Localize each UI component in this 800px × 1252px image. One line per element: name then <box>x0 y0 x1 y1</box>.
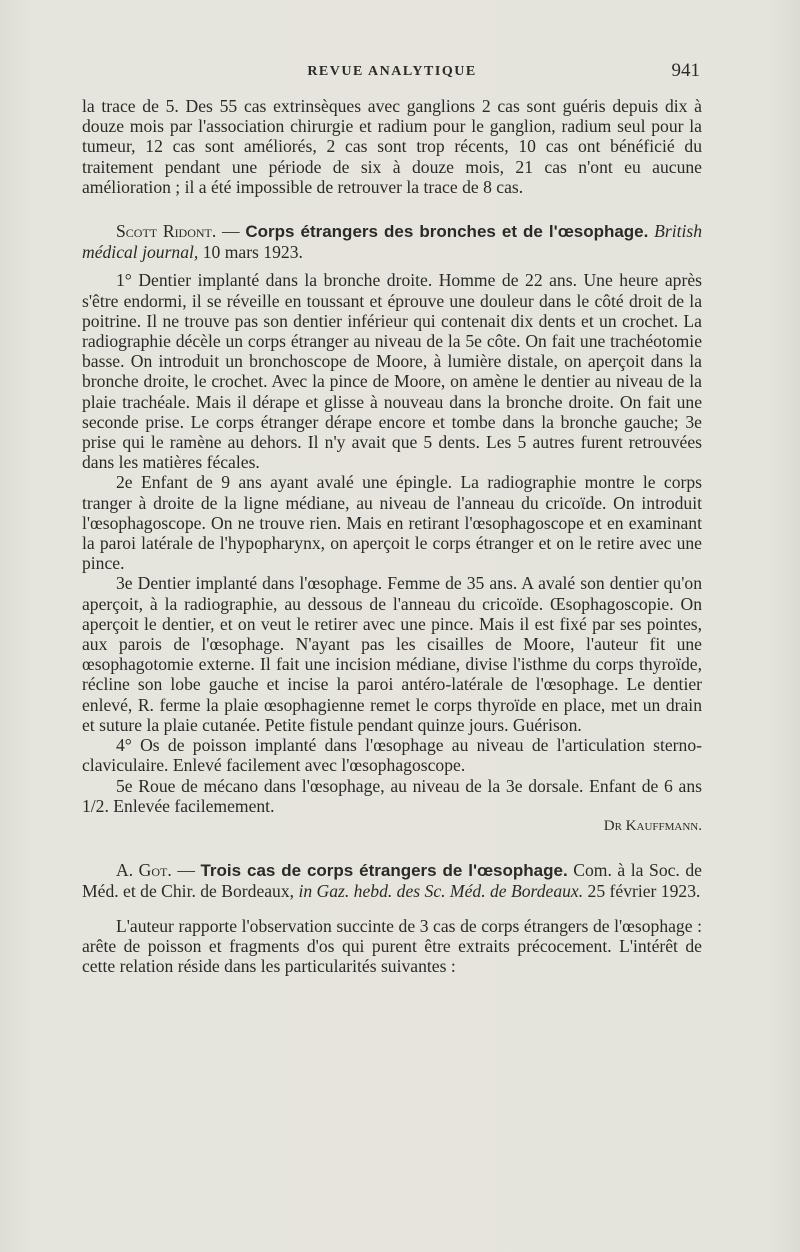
article-title: Corps étrangers des bronches et de l'œsophage. <box>245 222 649 242</box>
case-paragraph-1: 1° Dentier implanté dans la bronche droite. Homme de 22 ans. Une heure après s'être endormi, il se réveille en toussant et éprouve une douleur dans le côté droit de la poitrine. Il ne trouve pas son dentier inférieur qui contenait dix dents et un crochet. La radiographie décèle un corps étranger au niveau de la 5e côte. On fait une trachéotomie basse. On introduit un bronchoscope de Moore, à lumière distale, on aperçoit dans la bronche droite, le crochet. Avec la pince de Moore, on amène le dentier au niveau de la plaie trachéale. Mais il dérape et glisse à nouveau dans la bronche droite. On fait une seconde prise. Le corps étranger dérape encore et tombe dans la bronche gauche; 3e prise qui le ramène au dehors. Il n'y avait que 5 dents. Les 5 autres furent retrouvées dans les matières fécales. <box>82 270 702 473</box>
case-paragraph-5: 5e Roue de mécano dans l'œsophage, au niveau de la 3e dorsale. Enfant de 6 ans 1/2. Enlevée facilemement. <box>82 775 702 816</box>
heading-dash: — <box>216 221 246 242</box>
article-date: 25 février 1923. <box>583 881 701 902</box>
article-author: Scott Ridont. <box>116 221 217 242</box>
article-author: A. Got. <box>116 860 172 881</box>
article-title: Trois cas de corps étrangers de l'œsophage. <box>200 861 568 881</box>
page-number: 941 <box>671 60 700 81</box>
heading-dash: — <box>171 860 201 881</box>
article-journal: British médical journal, <box>82 221 702 263</box>
article-date: 10 mars 1923. <box>198 242 303 263</box>
page-body <box>82 96 702 976</box>
continuation-paragraph: la trace de 5. Des 55 cas extrinsèques avec ganglions 2 cas sont guéris depuis dix à douze mois par l'association chirurgie et radium pour le ganglion, radium seul pour la tumeur, 12 cas sont améliorés, 2 cas sont trop récents, 10 cas ont bénéficié du traitement pendant une période de six à douze mois, 21 cas n'ont eu aucune amélioration ; il a été impossible de retrouver la trace de 8 cas. <box>82 96 702 197</box>
article-reference: Com. à la Soc. de Méd. et de Chir. de Bordeaux, <box>82 860 702 902</box>
running-title: REVUE ANALYTIQUE <box>307 64 477 79</box>
case-paragraph-4: 4° Os de poisson implanté dans l'œsophage au niveau de l'articulation sterno-claviculaire. Enlevé facilement avec l'œsophagoscope. <box>82 735 702 776</box>
signature: Dr Kauffmann. <box>603 817 702 834</box>
abstract-paragraph: L'auteur rapporte l'observation succinte de 3 cas de corps étrangers de l'œsophage : arête de poisson et fragments d'os qui purent être extraits précocement. L'intérêt de cette relation réside dans les particularités suivantes : <box>82 915 702 976</box>
case-paragraph-2: 2e Enfant de 9 ans ayant avalé une épingle. La radiographie montre le corps tranger à droite de la ligne médiane, au niveau de l'anneau du cricoïde. On introduit l'œsophagoscope. On ne trouve rien. Mais en retirant l'œsophagoscope et en examinant la paroi latérale de l'hypopharynx, on aperçoit le corps étranger et on le retire avec une pince. <box>82 472 702 574</box>
article-heading-1 <box>82 221 702 262</box>
case-paragraph-3: 3e Dentier implanté dans l'œsophage. Femme de 35 ans. A avalé son dentier qu'on aperçoit, à la radiographie, au dessous de l'anneau du cricoïde. Œsophagoscopie. On aperçoit le dentier, et on veut le retirer avec une pince. Mais il est fixé par ses pointes, aux parois de l'œsophage. N'ayant pas les cisailles de Moore, l'auteur fit une œsophagotomie externe. Il fait une incision médiane, divise l'isthme du corps thyroïde, récline son lobe gauche et incise la paroi antéro-latérale de l'œsophage. Le dentier enlevé, R. ferme la plaie œsophagienne remet le corps thyroïde en place, met un drain et suture la plaie cutanée. Petite fistule pendant quinze jours. Guérison. <box>82 573 702 735</box>
article-heading-2 <box>82 860 702 901</box>
page-header <box>82 60 702 86</box>
article-journal: in Gaz. hebd. des Sc. Méd. de Bordeaux. <box>298 881 584 902</box>
